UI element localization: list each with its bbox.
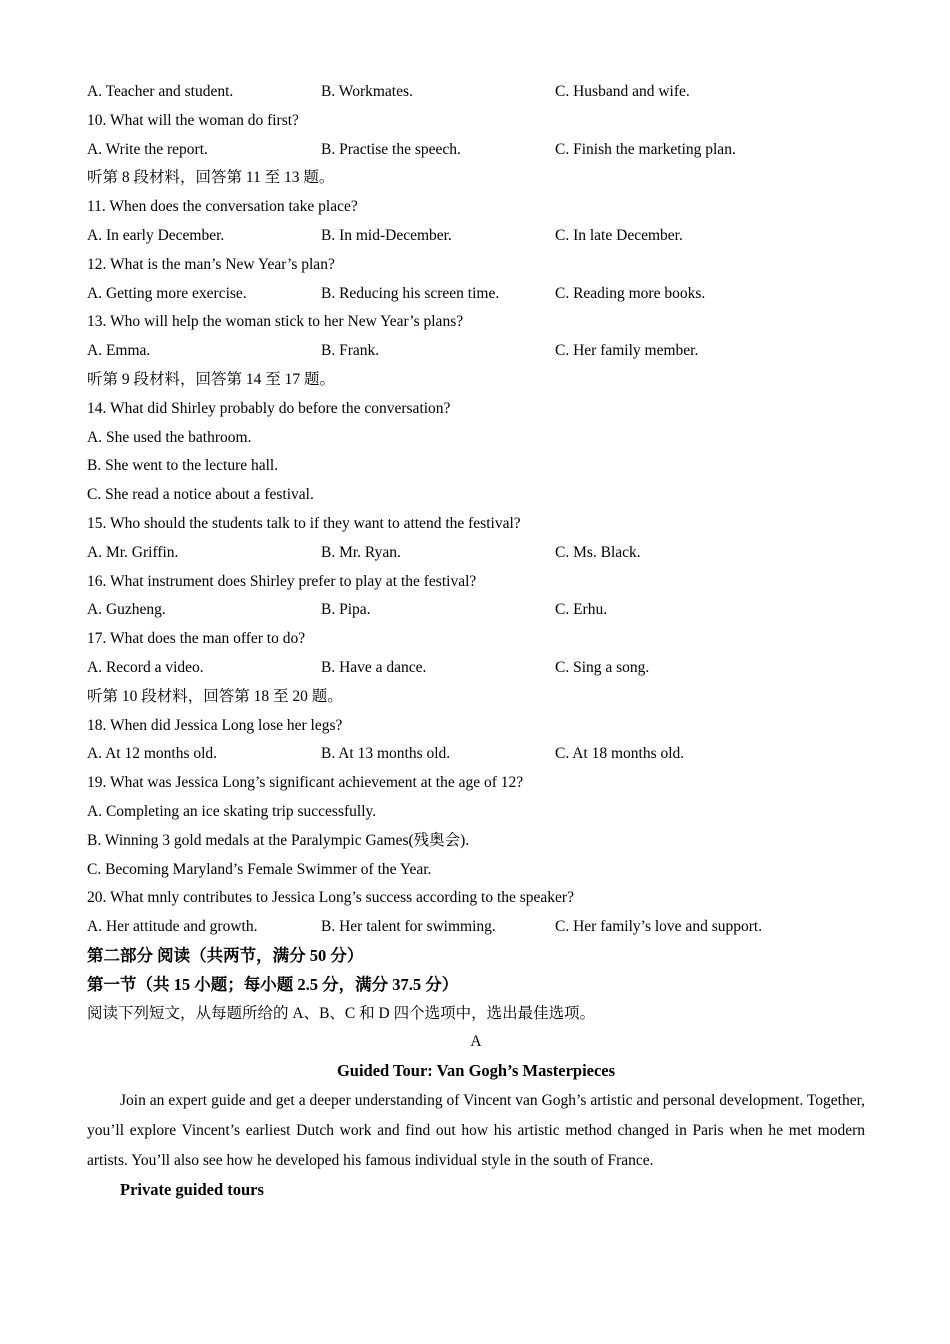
q15-option-a[interactable]: A. Mr. Griffin. bbox=[87, 543, 179, 561]
q16-option-b[interactable]: B. Pipa. bbox=[321, 601, 371, 619]
section-1-heading: 第一节（共 15 小题；每小题 2.5 分，满分 37.5 分） bbox=[87, 974, 459, 994]
q17-option-c[interactable]: C. Sing a song. bbox=[555, 658, 650, 676]
q17-question: 17. What does the man offer to do? bbox=[87, 630, 306, 648]
q11-options bbox=[87, 222, 865, 251]
q20-option-a[interactable]: A. Her attitude and growth. bbox=[87, 918, 258, 936]
q9-option-b[interactable]: B. Workmates. bbox=[321, 83, 413, 100]
q15-question: 15. Who should the students talk to if they want to attend the festival? bbox=[87, 514, 521, 532]
q16-option-c[interactable]: C. Erhu. bbox=[555, 601, 608, 619]
q12-option-a[interactable]: A. Getting more exercise. bbox=[87, 284, 247, 302]
q15-option-b[interactable]: B. Mr. Ryan. bbox=[321, 543, 401, 561]
passage-subtitle: Private guided tours bbox=[120, 1179, 264, 1199]
q10-option-c[interactable]: C. Finish the marketing plan. bbox=[555, 140, 736, 158]
reading-instruction: 阅读下列短文，从每题所给的 A、B、C 和 D 四个选项中，选出最佳选项。 bbox=[87, 1004, 596, 1022]
q11-option-a[interactable]: A. In early December. bbox=[87, 226, 225, 244]
section-8-instruction: 听第 8 段材料，回答第 11 至 13 题。 bbox=[87, 169, 335, 187]
q19-option-c[interactable]: C. Becoming Maryland’s Female Swimmer of the Year. bbox=[87, 860, 432, 878]
q18-option-b[interactable]: B. At 13 months old. bbox=[321, 745, 451, 763]
q9-option-a[interactable]: A. Teacher and student. bbox=[87, 83, 234, 100]
passage-letter: A bbox=[470, 1033, 482, 1051]
q16-option-a[interactable]: A. Guzheng. bbox=[87, 601, 166, 619]
q9-option-c[interactable]: C. Husband and wife. bbox=[555, 83, 690, 100]
q13-question: 13. Who will help the woman stick to her New Year’s plans? bbox=[87, 313, 464, 331]
q17-option-b[interactable]: B. Have a dance. bbox=[321, 658, 427, 676]
q12-options bbox=[87, 280, 865, 309]
q20-option-c[interactable]: C. Her family’s love and support. bbox=[555, 918, 763, 936]
q12-option-b[interactable]: B. Reducing his screen time. bbox=[321, 284, 500, 302]
q13-option-a[interactable]: A. Emma. bbox=[87, 342, 151, 360]
q13-option-c[interactable]: C. Her family member. bbox=[555, 342, 699, 360]
q16-options bbox=[87, 596, 865, 625]
q20-option-b[interactable]: B. Her talent for swimming. bbox=[321, 918, 496, 936]
q16-question: 16. What instrument does Shirley prefer to play at the festival? bbox=[87, 572, 477, 590]
q10-question: 10. What will the woman do first? bbox=[87, 111, 299, 129]
q19-question: 19. What was Jessica Long’s significant achievement at the age of 12? bbox=[87, 774, 524, 792]
q12-option-c[interactable]: C. Reading more books. bbox=[555, 284, 706, 302]
q11-option-b[interactable]: B. In mid-December. bbox=[321, 226, 452, 244]
q13-options bbox=[87, 337, 865, 366]
q10-option-b[interactable]: B. Practise the speech. bbox=[321, 140, 461, 158]
q17-option-a[interactable]: A. Record a video. bbox=[87, 658, 204, 676]
q10-options bbox=[87, 136, 865, 165]
q17-options bbox=[87, 654, 865, 683]
q14-option-a[interactable]: A. She used the bathroom. bbox=[87, 428, 252, 446]
part-2-heading: 第二部分 阅读（共两节，满分 50 分） bbox=[87, 945, 364, 965]
q13-option-b[interactable]: B. Frank. bbox=[321, 342, 380, 360]
q14-option-b[interactable]: B. She went to the lecture hall. bbox=[87, 457, 279, 475]
q9-options bbox=[87, 78, 865, 107]
q20-question: 20. What mnly contributes to Jessica Long’s success according to the speaker? bbox=[87, 889, 574, 907]
q11-option-c[interactable]: C. In late December. bbox=[555, 226, 683, 244]
q11-question: 11. When does the conversation take place? bbox=[87, 198, 358, 216]
q15-options bbox=[87, 539, 865, 568]
q20-options bbox=[87, 913, 865, 942]
q18-question: 18. When did Jessica Long lose her legs? bbox=[87, 716, 343, 734]
q12-question: 12. What is the man’s New Year’s plan? bbox=[87, 255, 335, 273]
exam-page bbox=[87, 78, 865, 1205]
section-10-instruction: 听第 10 段材料，回答第 18 至 20 题。 bbox=[87, 687, 343, 705]
section-9-instruction: 听第 9 段材料，回答第 14 至 17 题。 bbox=[87, 370, 336, 388]
q10-option-a[interactable]: A. Write the report. bbox=[87, 140, 208, 158]
q19-option-b[interactable]: B. Winning 3 gold medals at the Paralympic Games(残奥会). bbox=[87, 831, 470, 849]
q18-option-a[interactable]: A. At 12 months old. bbox=[87, 745, 218, 763]
q19-option-a[interactable]: A. Completing an ice skating trip successfully. bbox=[87, 802, 377, 820]
q14-question: 14. What did Shirley probably do before the conversation? bbox=[87, 399, 451, 417]
passage-paragraph: Join an expert guide and get a deeper understanding of Vincent van Gogh’s artistic and personal development. Together, you’ll explore Vincent’s earliest Dutch work and find out how his artistic method changed in Paris when he met modern artists. You’ll also see how he developed his famous individual style in the south of France. bbox=[87, 1091, 865, 1169]
passage-title: Guided Tour: Van Gogh’s Masterpieces bbox=[336, 1061, 616, 1081]
q18-options bbox=[87, 740, 865, 769]
q14-option-c[interactable]: C. She read a notice about a festival. bbox=[87, 486, 314, 504]
q15-option-c[interactable]: C. Ms. Black. bbox=[555, 543, 641, 561]
q18-option-c[interactable]: C. At 18 months old. bbox=[555, 745, 685, 763]
